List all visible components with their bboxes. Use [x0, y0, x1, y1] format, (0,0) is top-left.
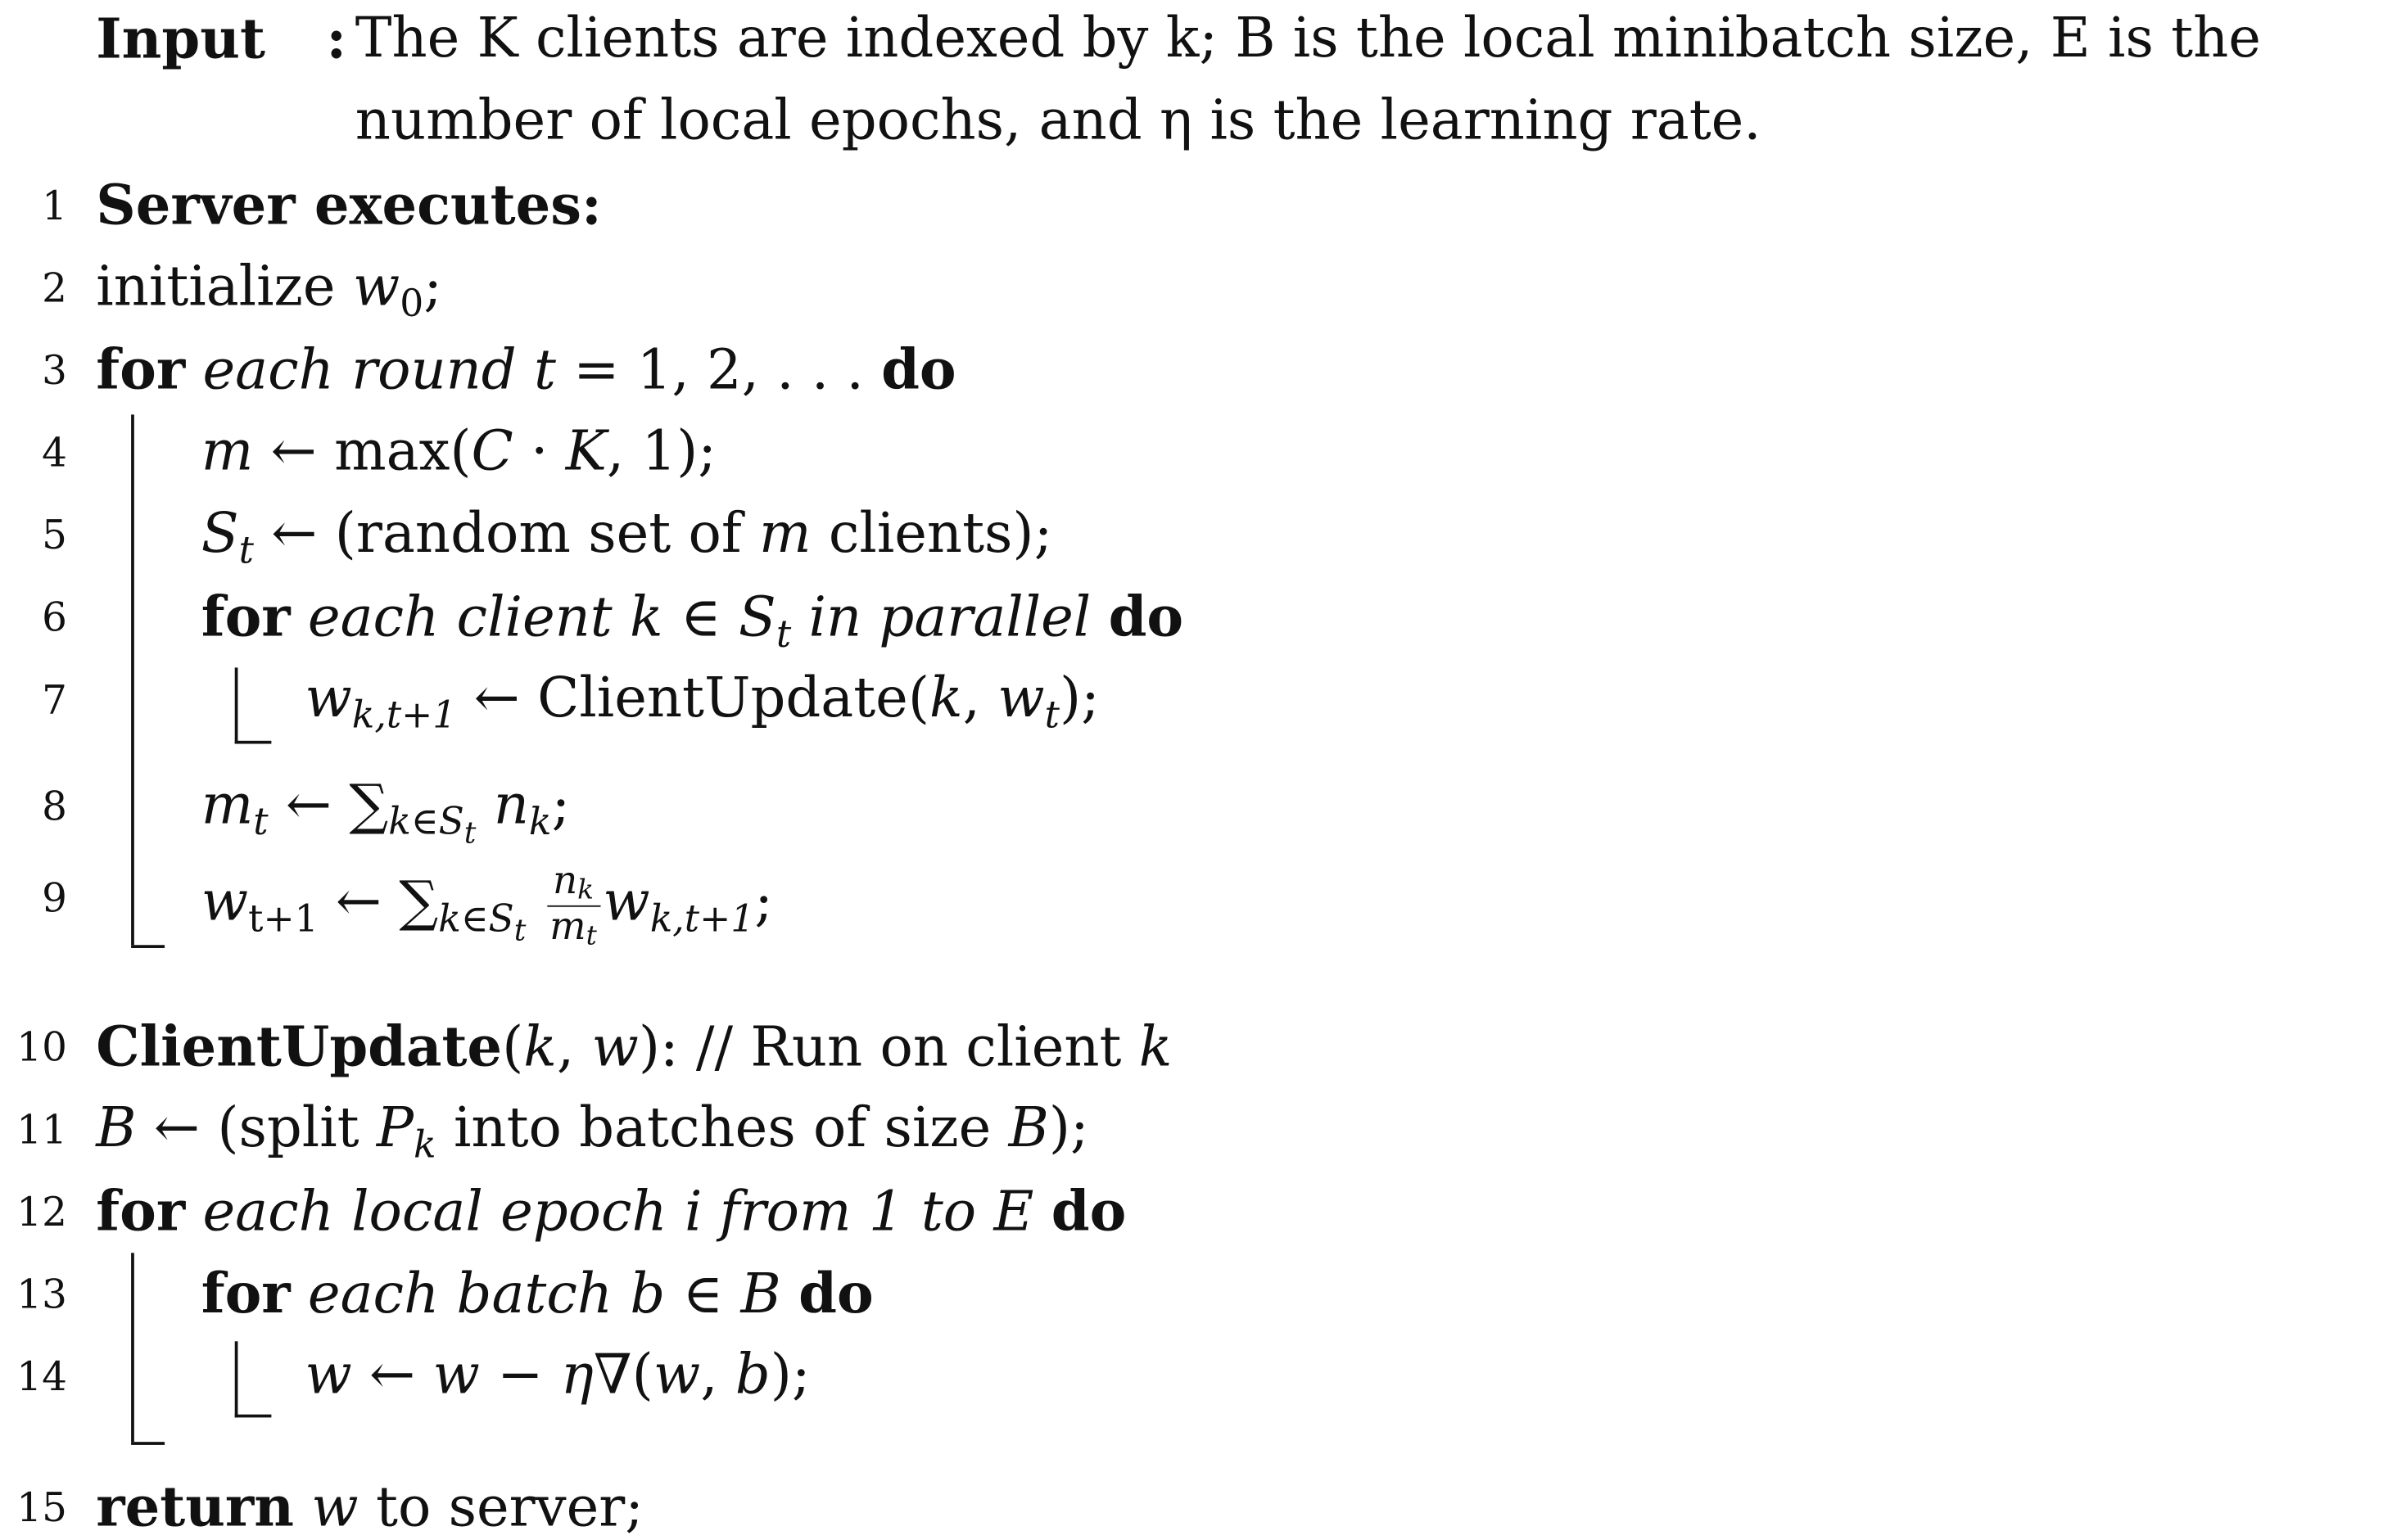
line-number: 13: [16, 1272, 67, 1319]
line-for-each-batch: for each batch b ∈ B do: [201, 1262, 874, 1326]
line-number: 6: [42, 595, 67, 642]
line-number: 5: [42, 513, 67, 560]
line-number: 9: [42, 876, 67, 923]
line-number: 1: [42, 184, 67, 231]
line-number: 3: [42, 349, 67, 395]
line-number: 4: [42, 431, 67, 477]
line-client-update-def: ClientUpdate(k, w): // Run on client k: [96, 1014, 1173, 1080]
line-initialize: initialize $w_0$;: [96, 255, 442, 326]
line-return: return w to server;: [96, 1475, 644, 1540]
line-for-each-client: for each client k ∈ $S_t$ in parallel do: [201, 585, 1184, 657]
input-colon: :: [326, 7, 347, 72]
line-for-each-epoch: for each local epoch i from 1 to E do: [96, 1179, 1127, 1244]
input-label: Input: [96, 7, 265, 72]
block-bar-round: [131, 414, 134, 945]
line-number: 8: [42, 784, 67, 831]
input-description-line-1: The K clients are indexed by k; B is the local minibatch size, E is the: [355, 7, 2261, 70]
input-description-line-2: number of local epochs, and η is the learning rate.: [355, 89, 1761, 153]
line-m-assign: m ← max(C · K, 1);: [201, 420, 717, 484]
block-end-batch-loop: [235, 1341, 272, 1417]
line-number: 7: [42, 678, 67, 725]
line-wt1-assign: $w_{t+1}$ ← $\sum_{k\in S_t}$ $\frac{nk}{mt}$ $w_{k,t+1}$;: [201, 858, 773, 952]
line-client-update-call: $w_{k,t+1}$ ← ClientUpdate(k, $w_t$);: [305, 667, 1100, 737]
block-end-epoch: [131, 1411, 165, 1445]
weight-fraction: $\frac{nk}{mt}$: [546, 861, 599, 951]
line-number: 11: [16, 1108, 67, 1154]
line-for-each-round: for each round t = 1, 2, . . . do: [96, 338, 956, 403]
line-number: 10: [16, 1025, 67, 1072]
line-mt-assign: $m_t$ ← $\sum_{k\in S_t}$ $n_k$;: [201, 774, 571, 851]
line-number: 14: [16, 1355, 67, 1401]
line-number: 12: [16, 1190, 67, 1236]
block-end-round: [131, 915, 165, 948]
line-number: 15: [16, 1486, 67, 1533]
line-st-assign: $S_t$ ← (random set of m clients);: [201, 503, 1053, 572]
line-number: 2: [42, 266, 67, 313]
block-end-client-loop: [235, 667, 272, 743]
line-split-batches: B ← (split $P_k$ into batches of size B);: [96, 1097, 1089, 1167]
line-server-executes: Server executes:: [96, 174, 602, 238]
line-gradient-step: w ← w − η∇(w, b);: [305, 1344, 811, 1407]
